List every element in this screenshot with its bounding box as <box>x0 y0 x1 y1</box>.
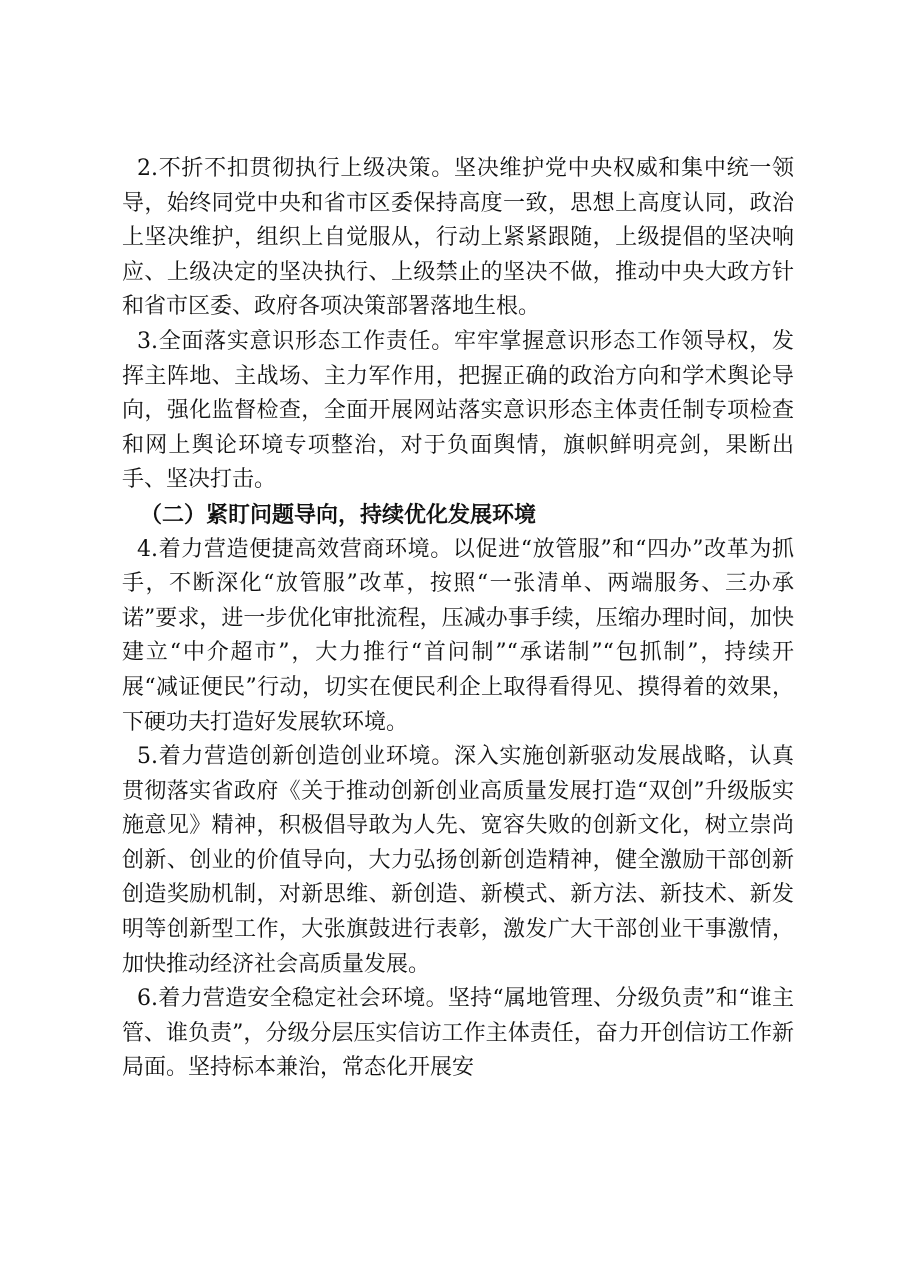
paragraph-item-3: 3.全面落实意识形态工作责任。牢牢掌握意识形态工作领导权，发挥主阵地、主战场、主力军作用，把握正确的政治方向和学术舆论导向，强化监督检查，全面开展网站落实意识形态主体责任制专项检查和网上舆论环境专项整治，对于负面舆情，旗帜鲜明亮剑，果断出手、坚决打击。 <box>122 328 794 493</box>
paragraph-item-6: 6.着力营造安全稳定社会环境。坚持“属地管理、分级负责”和“谁主管、谁负责”，分级分层压实信访工作主体责任，奋力开创信访工作新局面。坚持标本兼治，常态化开展安 <box>122 986 794 1081</box>
paragraph-item-5: 5.着力营造创新创造创业环境。深入实施创新驱动发展战略，认真贯彻落实省政府《关于推动创新创业高质量发展打造“双创”升级版实施意见》精神，积极倡导敢为人先、宽容失败的创新文化，树立崇尚创新、创业的价值导向，大力弘扬创新创造精神，健全激励干部创新创造奖励机制，对新思维、新创造、新模式、新方法、新技术、新发明等创新型工作，大张旗鼓进行表彰，激发广大干部创业干事激情，加快推动经济社会高质量发展。 <box>122 744 794 977</box>
section-heading: （二）紧盯问题导向，持续优化发展环境 <box>140 501 537 528</box>
paragraph-item-2: 2.不折不扣贯彻执行上级决策。坚决维护党中央权威和集中统一领导，始终同党中央和省市区委保持高度一致，思想上高度认同，政治上坚决维护，组织上自觉服从，行动上紧紧跟随，上级提倡的坚决响应、上级决定的坚决执行、上级禁止的坚决不做，推动中央大政方针和省市区委、政府各项决策部署落地生根。 <box>122 156 794 320</box>
paragraph-item-4: 4.着力营造便捷高效营商环境。以促进“放管服”和“四办”改革为抓手，不断深化“放管服”改革，按照“一张清单、两端服务、三办承诺”要求，进一步优化审批流程，压减办事手续，压缩办理时间，加快建立“中介超市”，大力推行“首问制”“承诺制”“包抓制”，持续开展“减证便民”行动，切实在便民利企上取得看得见、摸得着的效果，下硬功夫打造好发展软环境。 <box>122 536 794 735</box>
document-page <box>122 152 794 1086</box>
